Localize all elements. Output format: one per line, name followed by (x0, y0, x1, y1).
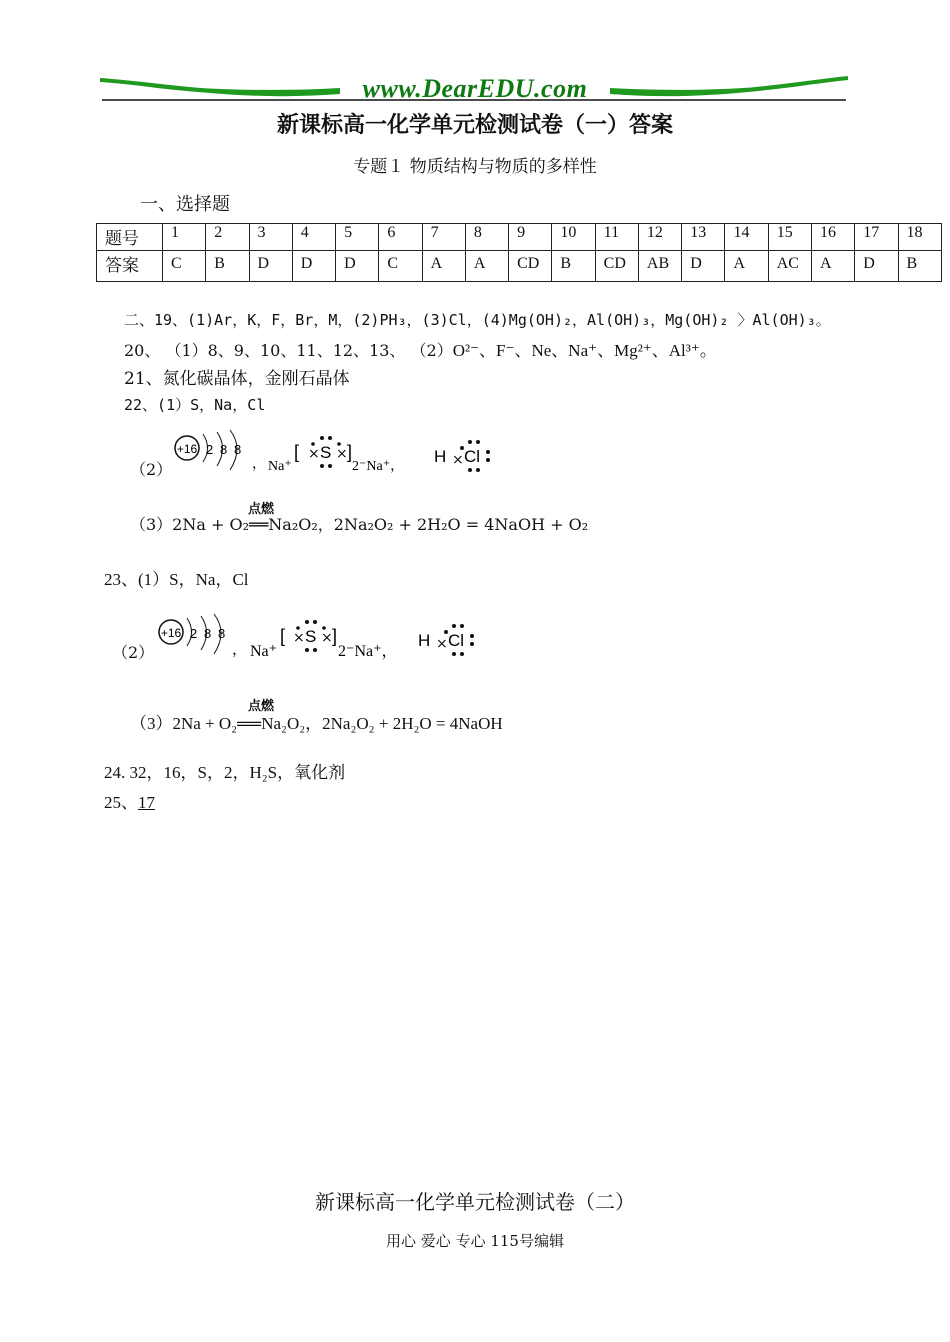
hcl-electron-dot-icon (434, 440, 490, 472)
table-row-answers (97, 251, 942, 282)
answer-cell: D (292, 251, 335, 282)
page-title: 新课标高一化学单元检测试卷（一）答案 (276, 112, 673, 138)
answer-q22-3 (130, 502, 589, 535)
footer-editor: 用心 爱心 专心 115号编辑 (386, 1232, 564, 1250)
answer-q21: 21、氮化碳晶体，金刚石晶体 (124, 369, 350, 389)
condition-ignite: 点燃 (248, 698, 275, 713)
question-number-cell: 2 (206, 224, 249, 251)
hydrogen-symbol: H (418, 631, 431, 650)
answer-cell: C (163, 251, 206, 282)
answer-cell: D (682, 251, 725, 282)
answer-q22-1: 22、(1）S，Na，Cl (124, 396, 266, 414)
answer-q25 (104, 788, 155, 813)
question-number-cell: 18 (898, 224, 941, 251)
table-row-numbers (97, 224, 942, 251)
nucleus-charge: +16 (160, 626, 182, 640)
comma: ， (252, 456, 266, 472)
row-label-answers: 答案 (97, 251, 163, 282)
shell-3-count: 8 (234, 442, 242, 457)
question-number-cell: 3 (249, 224, 292, 251)
na-ion-label: Na⁺ (250, 643, 278, 660)
q23-2-label: （2） (112, 643, 155, 662)
question-number-cell: 5 (336, 224, 379, 251)
question-number-cell: 9 (509, 224, 552, 251)
charge-and-na: 2⁻Na⁺， (338, 643, 398, 660)
question-number-cell: 17 (855, 224, 898, 251)
answer-table (96, 223, 942, 282)
shell-2-count: 8 (220, 442, 228, 457)
answer-cell: AB (638, 251, 681, 282)
question-number-cell: 7 (422, 224, 465, 251)
q25-prefix: 25、 (104, 793, 138, 812)
svg-text:×: × (308, 446, 320, 462)
question-number-cell: 10 (552, 224, 595, 251)
na-ion-label: Na⁺ (268, 459, 292, 474)
answer-cell: D (336, 251, 379, 282)
shell-1-count: 2 (190, 626, 198, 641)
svg-text:×: × (293, 630, 305, 646)
shell-1-count: 2 (206, 442, 214, 457)
answer-cell: B (898, 251, 941, 282)
answer-cell: D (249, 251, 292, 282)
chlorine-symbol: Cl (448, 631, 465, 650)
question-number-cell: 12 (638, 224, 681, 251)
charge-and-na: 2⁻Na⁺， (352, 459, 405, 474)
sulfur-symbol: S (320, 443, 332, 462)
svg-text:[: [ (294, 442, 300, 462)
answer-cell: A (725, 251, 768, 282)
svg-text:×: × (452, 452, 464, 468)
q22-structure-diagrams (170, 428, 510, 480)
svg-text:]: ] (347, 442, 353, 462)
q23-3-equation: （3）2Na + O₂══Na₂O₂，2Na₂O₂ + 2H₂O = 4NaOH (130, 714, 503, 733)
next-test-title: 新课标高一化学单元检测试卷（二） (315, 1190, 635, 1214)
hydrogen-symbol: H (434, 447, 447, 466)
q20-prefix: 20、 （1）8、9、10、11、12、13、 （2） (124, 341, 453, 360)
svg-text:×: × (336, 446, 348, 462)
question-number-cell: 8 (465, 224, 508, 251)
question-number-cell: 4 (292, 224, 335, 251)
site-logo-text: www.DearEDU.com (362, 74, 588, 103)
svg-text:[: [ (280, 626, 286, 646)
comma: ， (232, 640, 248, 658)
condition-ignite: 点燃 (248, 502, 275, 517)
sulfide-electron-dot-icon (294, 436, 352, 468)
section-heading-choice: 一、选择题 (140, 194, 230, 215)
answer-cell: B (552, 251, 595, 282)
answer-cell: D (855, 251, 898, 282)
answer-cell: AC (768, 251, 811, 282)
hcl-electron-dot-icon (418, 624, 474, 656)
answer-cell: A (811, 251, 854, 282)
question-number-cell: 14 (725, 224, 768, 251)
answer-q20 (124, 336, 717, 361)
q22-3-equation: （3）2Na + O₂══Na₂O₂，2Na₂O₂ + 2H₂O = 4NaOH + O₂ (130, 515, 589, 534)
nucleus-charge: +16 (176, 442, 198, 456)
answer-cell: A (422, 251, 465, 282)
sulfur-atom-structure-icon (175, 430, 241, 470)
answer-cell: C (379, 251, 422, 282)
sulfur-atom-structure-icon (159, 614, 225, 654)
question-number-cell: 6 (379, 224, 422, 251)
answer-cell: CD (509, 251, 552, 282)
answer-q19: 二、19、(1)Ar，K，F，Br，M，(2)PH₃，(3)Cl，(4)Mg(OH)₂，Al(OH)₃，Mg(OH)₂ 〉Al(OH)₃。 (124, 311, 831, 329)
sulfur-symbol: S (305, 627, 317, 646)
page-subtitle: 专题１ 物质结构与物质的多样性 (353, 157, 597, 177)
svg-text:×: × (321, 630, 333, 646)
svg-text:×: × (436, 636, 448, 652)
q25-answer: 17 (138, 793, 155, 812)
q20-ions: O²⁻、F⁻、Ne、Na⁺、Mg²⁺、Al³⁺。 (452, 341, 717, 360)
answer-q23-1: 23、(1）S，Na，Cl (104, 570, 249, 589)
q23-structure-diagrams (154, 612, 494, 664)
question-number-cell: 15 (768, 224, 811, 251)
answer-cell: A (465, 251, 508, 282)
shell-2-count: 8 (204, 626, 212, 641)
question-number-cell: 16 (811, 224, 854, 251)
answer-cell: CD (595, 251, 638, 282)
sulfide-electron-dot-icon (280, 620, 337, 652)
answer-q24: 24. 32，16，S，2，H₂S，氧化剂 (104, 763, 346, 782)
q22-2-label: （2） (130, 460, 173, 479)
svg-text:]: ] (332, 626, 338, 646)
question-number-cell: 13 (682, 224, 725, 251)
chlorine-symbol: Cl (464, 447, 481, 466)
answer-q23-3 (130, 698, 503, 734)
answer-cell: B (206, 251, 249, 282)
question-number-cell: 1 (163, 224, 206, 251)
question-number-cell: 11 (595, 224, 638, 251)
shell-3-count: 8 (218, 626, 226, 641)
row-label-numbers: 题号 (97, 224, 163, 251)
